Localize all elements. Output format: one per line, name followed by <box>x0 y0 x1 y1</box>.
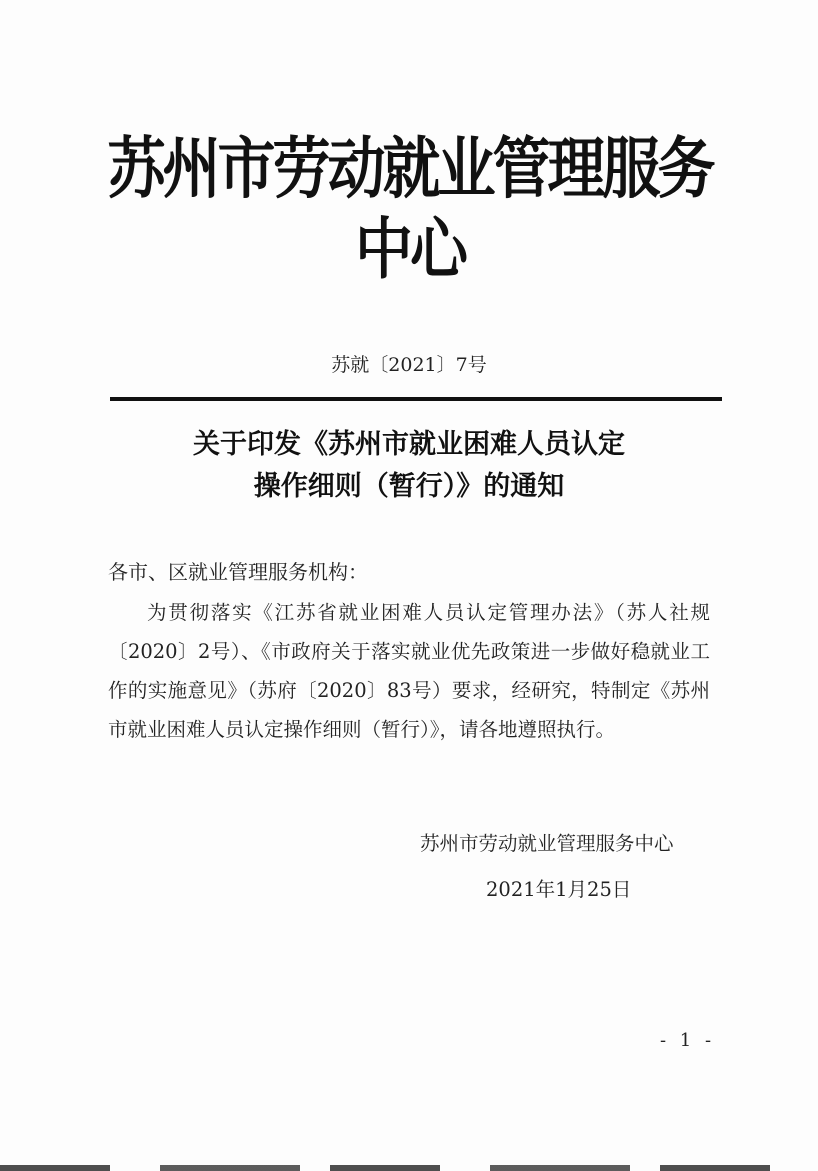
signature-date: 2021年1月25日 <box>486 878 632 901</box>
page-number: - 1 - <box>660 1030 716 1051</box>
document-title <box>0 424 818 508</box>
signature-organization: 苏州市劳动就业管理服务中心 <box>420 832 674 855</box>
salutation: 各市、区就业管理服务机构： <box>108 560 368 584</box>
body-paragraph: 为贯彻落实《江苏省就业困难人员认定管理办法》（苏人社规〔2020〕2号）、《市政府关于落实就业优先政策进一步做好稳就业工作的实施意见》（苏府〔2020〕83号）要求，经研究，特制定《苏州市就业困难人员认定操作细则（暂行）》，请各地遵照执行。 <box>108 601 710 741</box>
document-number: 苏就〔2021〕7号 <box>331 354 487 376</box>
organization-header: 苏州市劳动就业管理服务中心 <box>107 129 713 288</box>
header-divider-line <box>110 397 722 401</box>
title-line-1: 关于印发《苏州市就业困难人员认定 <box>193 429 625 460</box>
title-line-2: 操作细则（暂行）》的通知 <box>253 471 565 502</box>
signature-block <box>420 828 720 902</box>
scan-bottom-edge <box>0 1165 818 1171</box>
